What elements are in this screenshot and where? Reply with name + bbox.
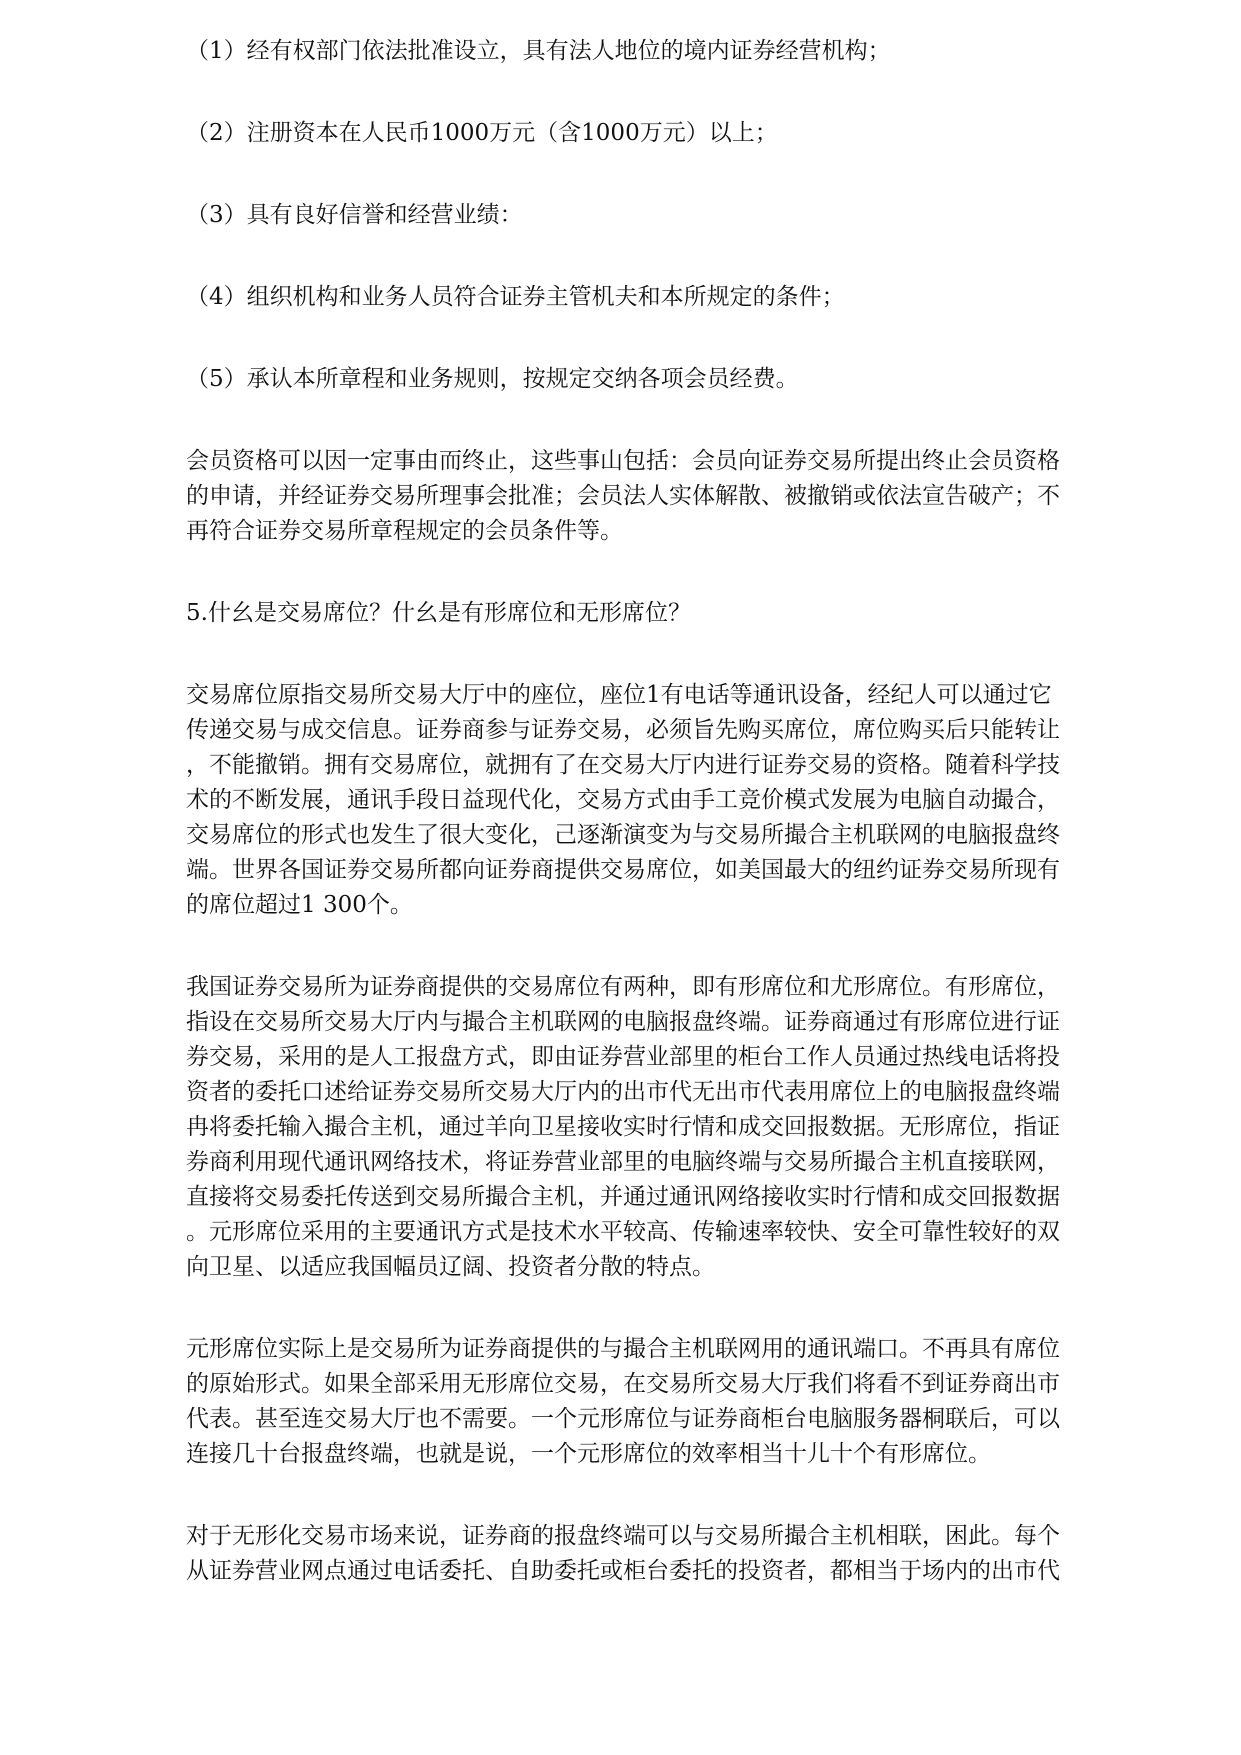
paragraph-line: 直接将交易委托传送到交易所撮合主机，并通过通讯网络接收实时行情和成交回报数据 bbox=[186, 1184, 1060, 1210]
paragraph-line: 的席位超过1 300个。 bbox=[186, 892, 413, 918]
paragraph-line: 我国证券交易所为证券商提供的交易席位有两种，即有形席位和尤形席位。有形席位， bbox=[186, 974, 1060, 1000]
paragraph-line: 会员资格可以因一定事由而终止，这些事山包括：会员向证券交易所提出终止会员资格 bbox=[186, 448, 1060, 474]
paragraph-line: 。元形席位采用的主要通讯方式是技术水平较高、传输速率较快、安全可靠性较好的双 bbox=[186, 1219, 1060, 1245]
paragraph-line: 资者的委托口述给证券交易所交易大厅内的出市代无出市代表用席位上的电脑报盘终端 bbox=[186, 1079, 1060, 1105]
paragraph-line: 传递交易与成交信息。证券商参与证券交易，必须旨先购买席位，席位购买后只能转让 bbox=[186, 717, 1060, 743]
section-heading: 5.什幺是交易席位？什幺是有形席位和无形席位？ bbox=[186, 600, 691, 626]
paragraph-line: 代表。甚至连交易大厅也不需要。一个元形席位与证券商柜台电脑服务器桐联后，可以 bbox=[186, 1406, 1060, 1432]
paragraph-line: ，不能撤销。拥有交易席位，就拥有了在交易大厅内进行证券交易的资格。随着科学技 bbox=[186, 752, 1060, 778]
paragraph-line: 的申请，并经证券交易所理事会批准；会员法人实体解散、被撤销或依法宣告破产；不 bbox=[186, 483, 1060, 509]
paragraph-line: 向卫星、以适应我国幅员辽阔、投资者分散的特点。 bbox=[186, 1254, 715, 1280]
paragraph-line: 再符合证券交易所章程规定的会员条件等。 bbox=[186, 518, 623, 544]
paragraph-line: 从证券营业网点通过电话委托、自助委托或柜台委托的投资者，都相当于场内的出市代 bbox=[186, 1558, 1060, 1584]
paragraph-line: 冉将委托输入撮合主机，通过羊向卫星接收实时行情和成交回报数据。无形席位，指证 bbox=[186, 1114, 1060, 1140]
list-item-5: （5）承认本所章程和业务规则，按规定交纳各项会员经费。 bbox=[186, 366, 799, 392]
list-item-3: （3）具有良好信誉和经营业绩： bbox=[186, 202, 523, 228]
list-item-2: （2）注册资本在人民币1000万元（含1000万元）以上； bbox=[186, 120, 778, 146]
paragraph-line: 券商利用现代通讯网络技术，将证券营业部里的电脑终端与交易所撮合主机直接联网， bbox=[186, 1149, 1060, 1175]
paragraph-line: 交易席位原指交易所交易大厅中的座位，座位1有电话等通讯设备，经纪人可以通过它 bbox=[186, 682, 1052, 708]
list-item-1: （1）经有权部门依法批准设立，具有法人地位的境内证券经营机构； bbox=[186, 38, 891, 64]
paragraph-line: 指设在交易所交易大厅内与撮合主机联网的电脑报盘终端。证券商通过有形席位进行证 bbox=[186, 1009, 1060, 1035]
paragraph-line: 术的不断发展，通讯手段日益现代化，交易方式由手工竞价模式发展为电脑自动撮合， bbox=[186, 787, 1060, 813]
paragraph-line: 交易席位的形式也发生了很大变化，己逐渐演变为与交易所撮合主机联网的电脑报盘终 bbox=[186, 822, 1060, 848]
paragraph-line: 对于无形化交易市场来说，证券商的报盘终端可以与交易所撮合主机相联，困此。每个 bbox=[186, 1523, 1060, 1549]
paragraph-line: 元形席位实际上是交易所为证券商提供的与撮合主机联网用的通讯端口。不再具有席位 bbox=[186, 1336, 1060, 1362]
paragraph-line: 连接几十台报盘终端，也就是说，一个元形席位的效率相当十儿十个有形席位。 bbox=[186, 1441, 991, 1467]
list-item-4: （4）组织机构和业务人员符合证券主管机夫和本所规定的条件； bbox=[186, 284, 845, 310]
paragraph-line: 券交易，采用的是人工报盘方式，即由证券营业部里的柜台工作人员通过热线电话将投 bbox=[186, 1044, 1060, 1070]
paragraph-line: 的原始形式。如果全部采用无形席位交易，在交易所交易大厅我们将看不到证券商出市 bbox=[186, 1371, 1060, 1397]
paragraph-line: 端。世界各国证券交易所都向证券商提供交易席位，如美国最大的纽约证券交易所现有 bbox=[186, 857, 1060, 883]
